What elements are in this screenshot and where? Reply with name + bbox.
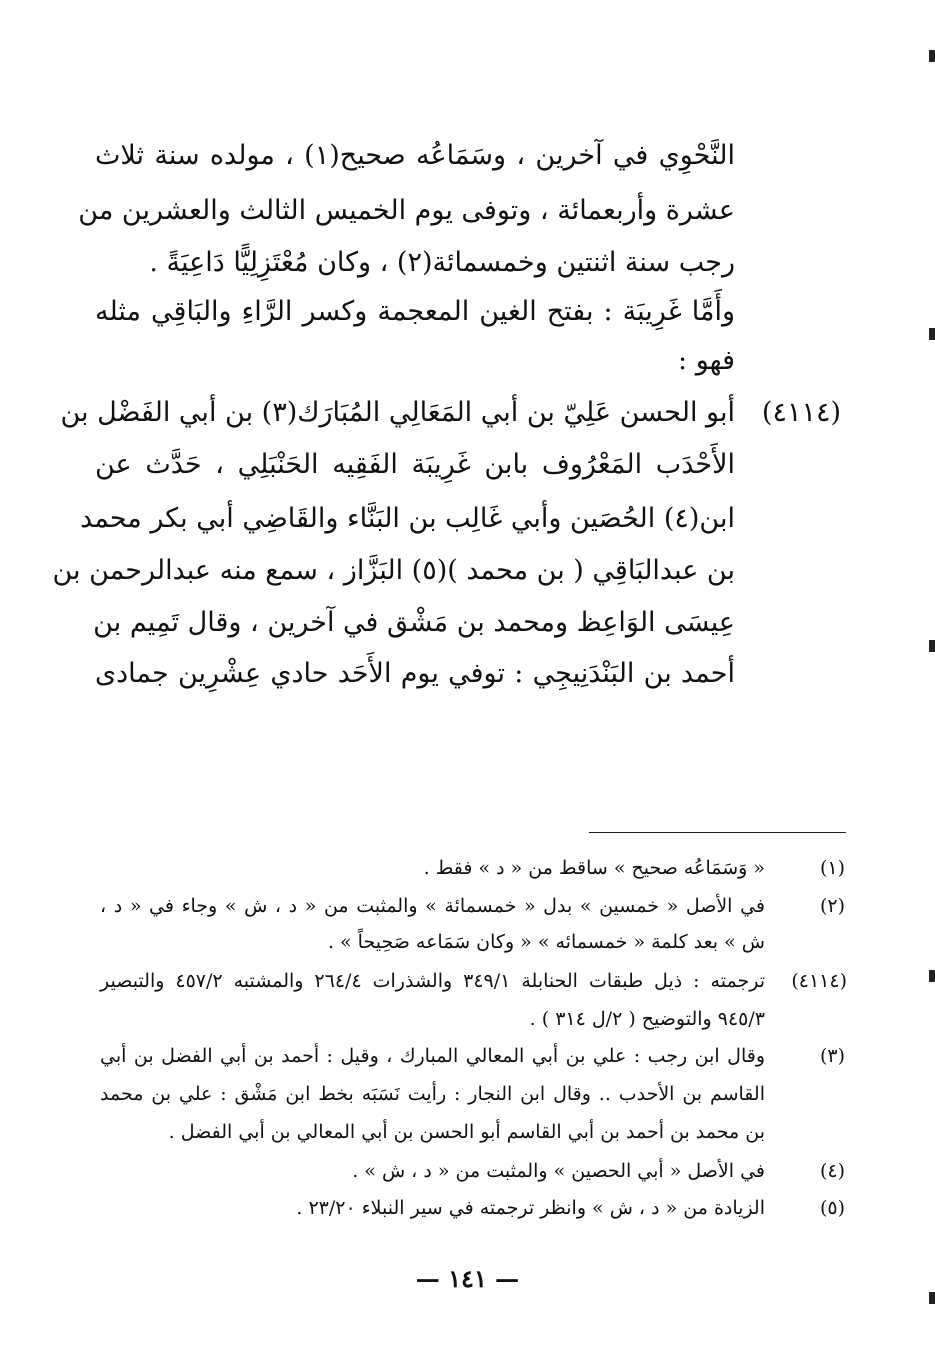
scan-mark: [929, 328, 935, 340]
footnote-number: (١): [819, 857, 845, 879]
entry-line: الأَحْدَب المَعْرُوف بابن غَرِيبَة الفَقِيه الحَنْبَلِي ، حَدَّث عن: [95, 449, 735, 480]
entry-line: أبو الحسن عَلِيّ بن أبي المَعَالِي المُبَارَك(٣) بن أبي الفَضْل بن: [60, 397, 735, 428]
footnote-line: وقال ابن رجب : علي بن أبي المعالي المبارك ، وقيل : أحمد بن أبي الفضل بن أبي: [100, 1045, 765, 1067]
footnote-number: (٢): [819, 895, 845, 917]
scan-mark: [929, 50, 935, 62]
scan-mark: [929, 970, 935, 982]
footnote-line: الزيادة من « د ، ش » وانظر ترجمته في سير النبلاء ٢٣/٢٠ .: [296, 1197, 765, 1219]
footnote-number: (٤): [819, 1160, 845, 1182]
main-line: عشرة وأربعمائة ، وتوفى يوم الخميس الثالث والعشرين من: [78, 195, 735, 226]
entry-line: عِيسَى الوَاعِظ ومحمد بن مَشْق في آخرين ، وقال تَمِيم بن: [93, 607, 735, 638]
main-line: وأَمَّا غَرِيبَة : بفتح الغين المعجمة وكسر الرَّاءِ والبَاقِي مثله: [95, 296, 735, 327]
entry-number: (٤١١٤): [761, 397, 841, 428]
footnote-divider: [589, 832, 846, 833]
footnote-line: بن محمد بن أحمد بن أبي القاسم أبو الحسن بن أبي المعالي بن أبي الفضل .: [168, 1121, 765, 1143]
page-number: — ١٤١ —: [415, 1264, 520, 1293]
scan-mark: [929, 1292, 935, 1304]
footnote-number: (٤١١٤): [791, 970, 847, 992]
entry-line: بن عبدالبَاقِي ( بن محمد )(٥) البَزَّاز ، سمع منه عبدالرحمن بن: [52, 555, 735, 586]
footnote-line: ش » بعد كلمة « خمسمائه » « وكان سَمَاعه صَحِيحاً » .: [327, 931, 765, 953]
footnote-line: في الأصل « خمسين » بدل « خمسمائة » والمثبت من « د ، ش » وجاء في « د ،: [100, 895, 765, 917]
footnote-line: ٩٤٥/٣ والتوضيح ( ٢/ل ٣١٤ ) .: [529, 1008, 765, 1030]
main-line: رجب سنة اثنتين وخمسمائة(٢) ، وكان مُعْتَزِلِيًّا دَاعِيَةً .: [149, 247, 735, 278]
entry-line: أحمد بن البَنْدَنِيجِي : توفي يوم الأَحَد حادي عِشْرِين جمادى: [95, 658, 735, 689]
footnote-line: ترجمته : ذيل طبقات الحنابلة ٣٤٩/١ والشذرات ٢٦٤/٤ والمشتبه ٤٥٧/٢ والتبصير: [100, 970, 765, 992]
footnote-line: القاسم بن الأحدب .. وقال ابن النجار : رأيت نَسَبَه بخط ابن مَشْق : علي بن محمد: [100, 1083, 765, 1105]
scan-mark: [929, 640, 935, 652]
footnote-number: (٥): [819, 1197, 845, 1219]
main-line: فهو :: [678, 345, 735, 376]
footnote-line: « وَسَمَاعُه صحيح » ساقط من « د » فقط .: [423, 857, 765, 879]
main-line: النَّحْوِي في آخرين ، وسَمَاعُه صحيح(١) ، مولده سنة ثلاث: [95, 140, 735, 171]
entry-line: ابن(٤) الحُصَين وأبي غَالِب بن البَنَّاء والقَاضِي أبي بكر محمد: [80, 503, 735, 534]
footnote-number: (٣): [819, 1045, 845, 1067]
footnote-line: في الأصل « أبي الحصين » والمثبت من « د ، ش » .: [352, 1160, 765, 1182]
